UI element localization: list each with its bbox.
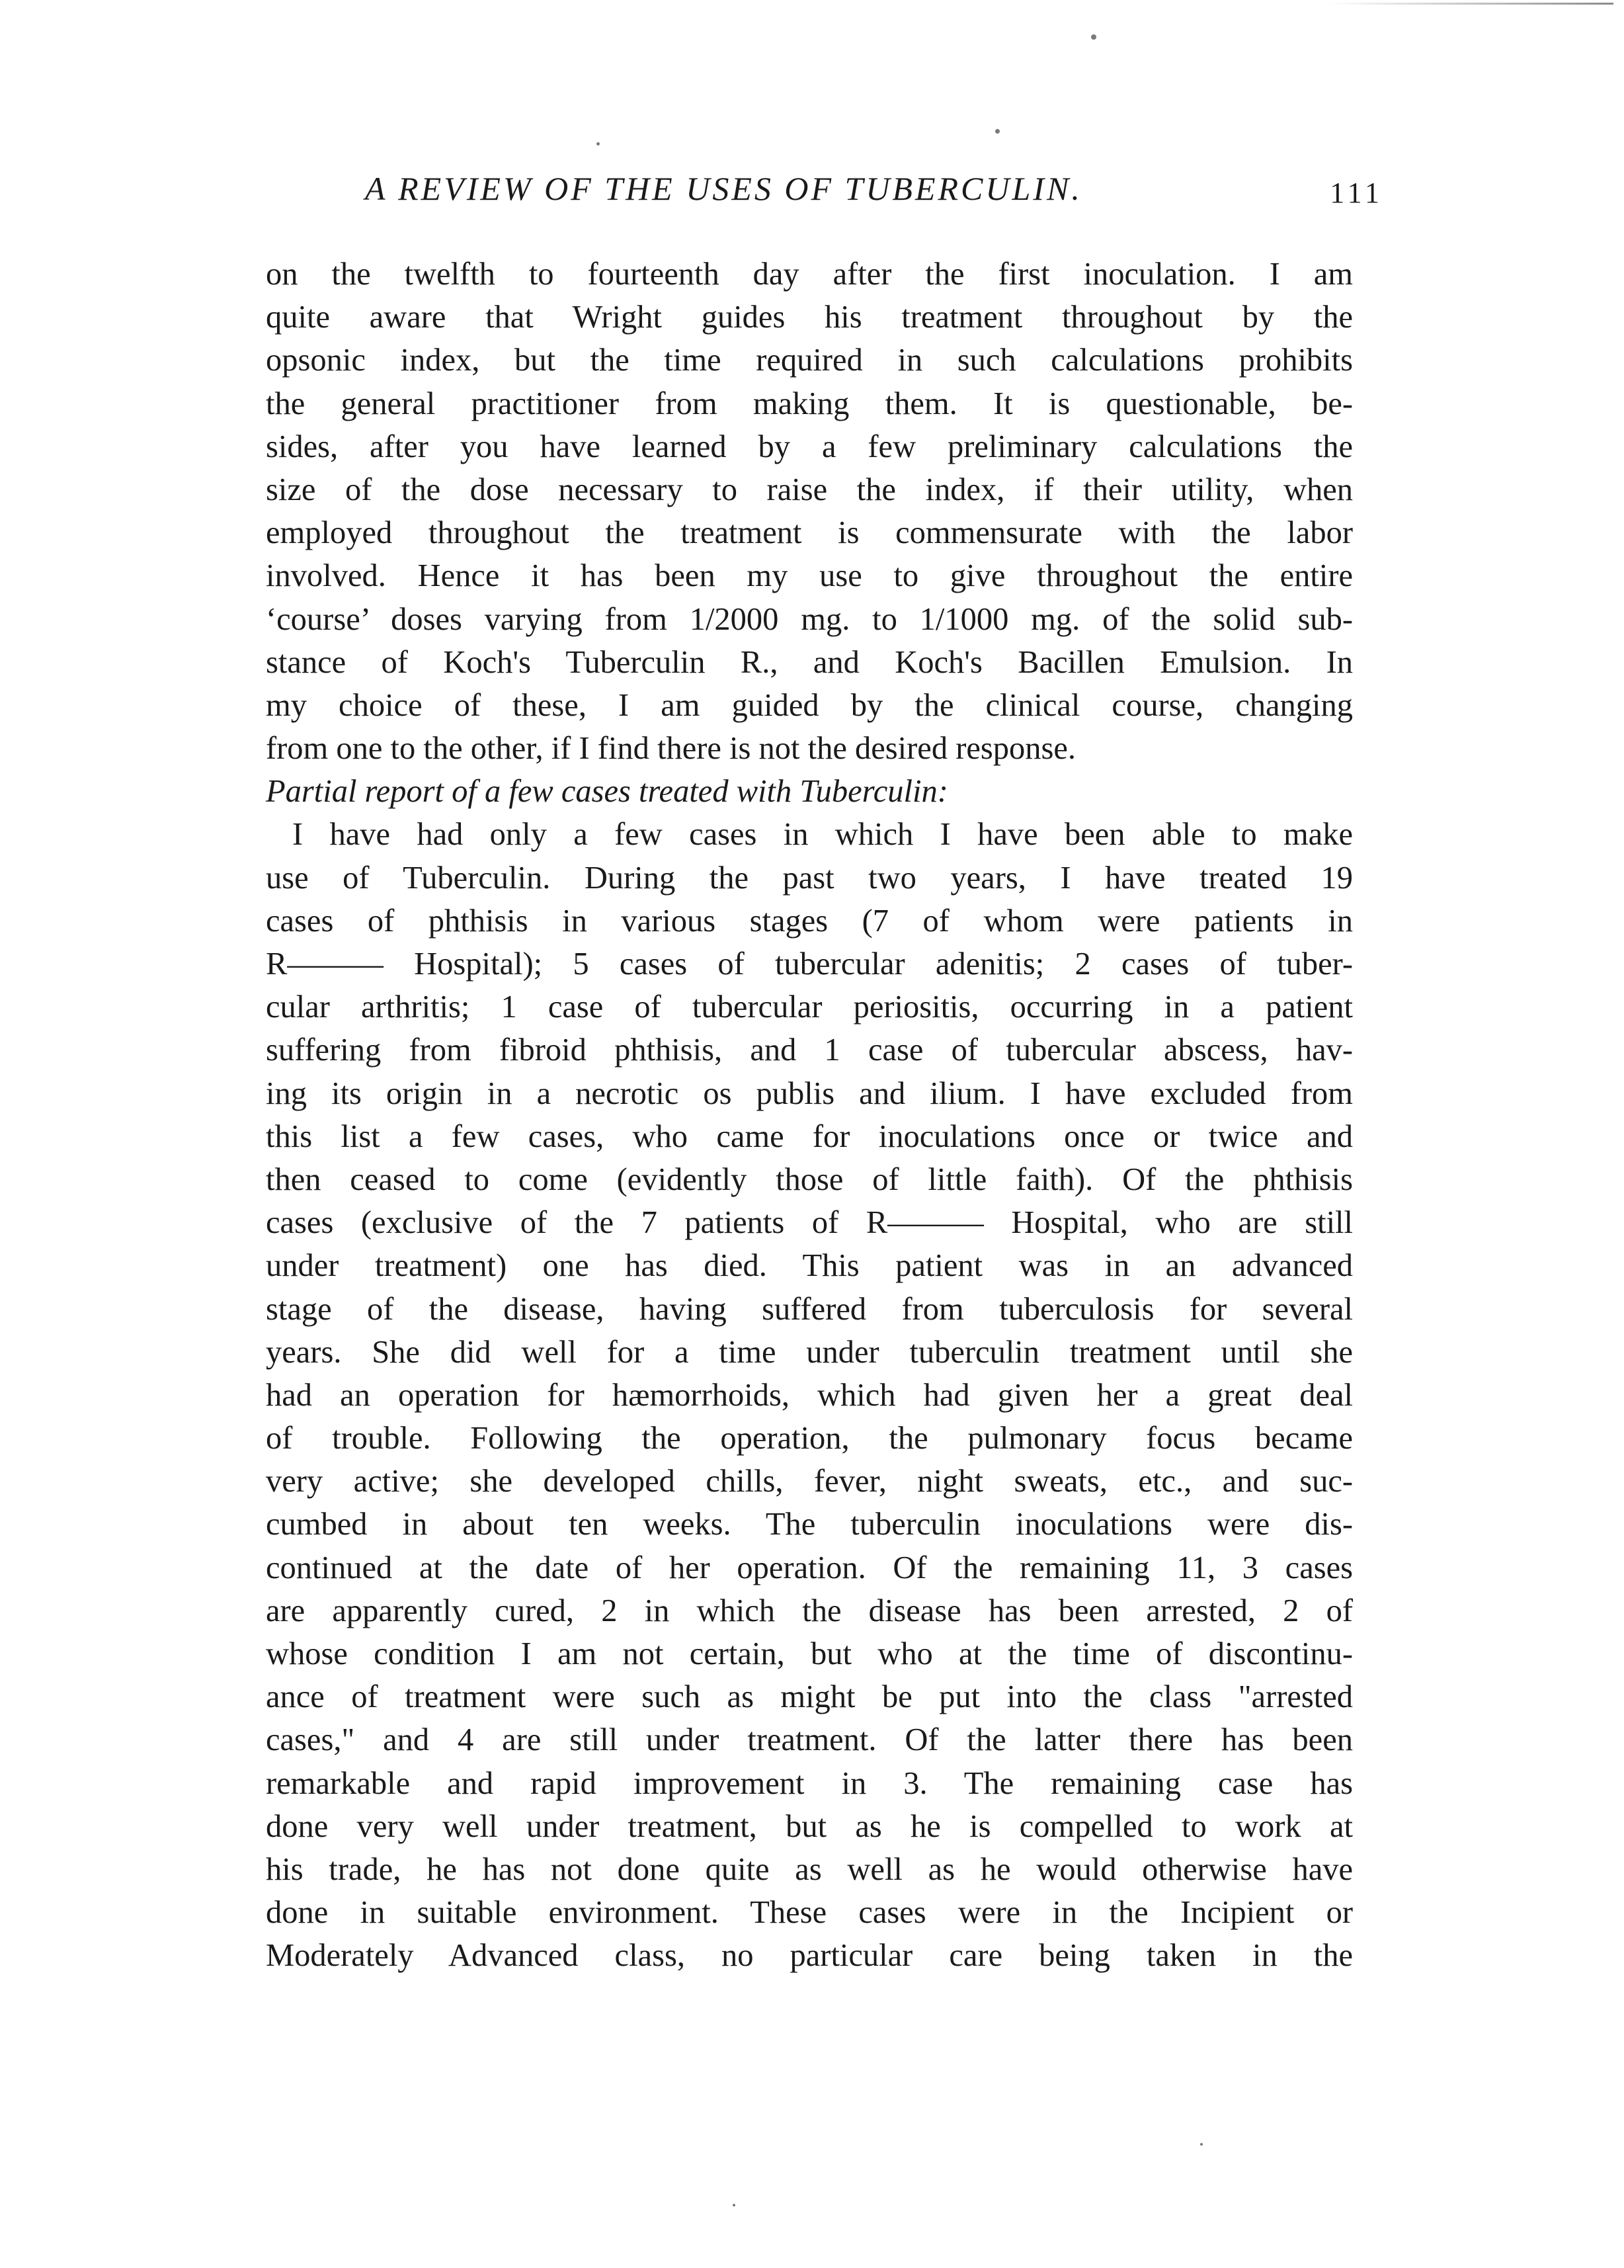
text-line: suffering from fibroid phthisis, and 1 case of tubercular abscess, hav- (266, 1032, 1353, 1068)
text-line: the general practitioner from making them. It is questionable, be- (266, 386, 1353, 421)
text-line: R——— Hospital); 5 cases of tubercular adenitis; 2 cases of tuber- (266, 946, 1353, 982)
text-line: use of Tuberculin. During the past two years, I have treated 19 (266, 860, 1353, 896)
text-line: Moderately Advanced class, no particular care being taken in the (266, 1938, 1353, 1974)
text-line: I have had only a few cases in which I have been able to make (292, 817, 1353, 853)
text-line: very active; she developed chills, fever, night sweats, etc., and suc- (266, 1464, 1353, 1499)
text-line: cumbed in about ten weeks. The tuberculin inoculations were dis- (266, 1507, 1353, 1542)
scan-speck (1200, 2143, 1203, 2146)
scan-edge-mark (1329, 3, 1613, 5)
text-line: then ceased to come (evidently those of little faith). Of the phthisis (266, 1161, 1353, 1197)
scan-speck (995, 129, 1000, 134)
text-line: remarkable and rapid improvement in 3. The remaining case has (266, 1765, 1353, 1801)
page-number: 111 (1330, 177, 1383, 209)
text-line: his trade, he has not done quite as well as he would otherwise have (266, 1851, 1353, 1887)
body-text (266, 253, 1353, 1978)
text-line: employed throughout the treatment is commensurate with the labor (266, 515, 1353, 551)
text-line: from one to the other, if I find there is not the desired response. (266, 731, 1076, 767)
text-line: cular arthritis; 1 case of tubercular periositis, occurring in a patient (266, 989, 1353, 1025)
text-line: quite aware that Wright guides his treatment throughout by the (266, 300, 1353, 335)
text-line: stage of the disease, having suffered from tuberculosis for several (266, 1291, 1353, 1327)
text-line: under treatment) one has died. This patient was in an advanced (266, 1248, 1353, 1284)
text-line: this list a few cases, who came for inoculations once or twice and (266, 1118, 1353, 1154)
text-line: are apparently cured, 2 in which the disease has been arrested, 2 of (266, 1593, 1353, 1628)
text-line: whose condition I am not certain, but who at the time of discontinu- (266, 1636, 1353, 1671)
section-heading: Partial report of a few cases treated with Tuberculin: (266, 774, 948, 810)
text-line: involved. Hence it has been my use to give throughout the entire (266, 558, 1353, 594)
text-line: stance of Koch's Tuberculin R., and Koch's Bacillen Emulsion. In (266, 644, 1353, 680)
text-line: ing its origin in a necrotic os publis and ilium. I have excluded from (266, 1075, 1353, 1111)
text-line: years. She did well for a time under tuberculin treatment until she (266, 1334, 1353, 1370)
text-line: had an operation for hæmorrhoids, which had given her a great deal (266, 1377, 1353, 1413)
running-head (365, 169, 1383, 216)
text-line: cases of phthisis in various stages (7 of whom were patients in (266, 903, 1353, 939)
text-line: cases (exclusive of the 7 patients of R——— Hospital, who are still (266, 1205, 1353, 1241)
text-line: ‘course’ doses varying from 1/2000 mg. to 1/1000 mg. of the solid sub- (266, 601, 1353, 637)
text-line: ance of treatment were such as might be put into the class "arrested (266, 1679, 1353, 1715)
text-line: done very well under treatment, but as he is compelled to work at (266, 1808, 1353, 1844)
text-line: continued at the date of her operation. Of the remaining 11, 3 cases (266, 1550, 1353, 1585)
text-line: opsonic index, but the time required in such calculations prohibits (266, 343, 1353, 378)
text-line: on the twelfth to fourteenth day after the first inoculation. I am (266, 257, 1353, 292)
text-line: size of the dose necessary to raise the index, if their utility, when (266, 472, 1353, 507)
running-title: A REVIEW OF THE USES OF TUBERCULIN. (365, 170, 1082, 207)
text-line: done in suitable environment. These cases were in the Incipient or (266, 1895, 1353, 1931)
text-line: of trouble. Following the operation, the pulmonary focus became (266, 1421, 1353, 1456)
scan-speck (1091, 34, 1096, 40)
text-line: my choice of these, I am guided by the clinical course, changing (266, 687, 1353, 723)
scan-speck (596, 142, 600, 146)
text-line: sides, after you have learned by a few preliminary calculations the (266, 429, 1353, 464)
text-line: cases," and 4 are still under treatment. Of the latter there has been (266, 1722, 1353, 1758)
scan-speck (733, 2204, 735, 2206)
